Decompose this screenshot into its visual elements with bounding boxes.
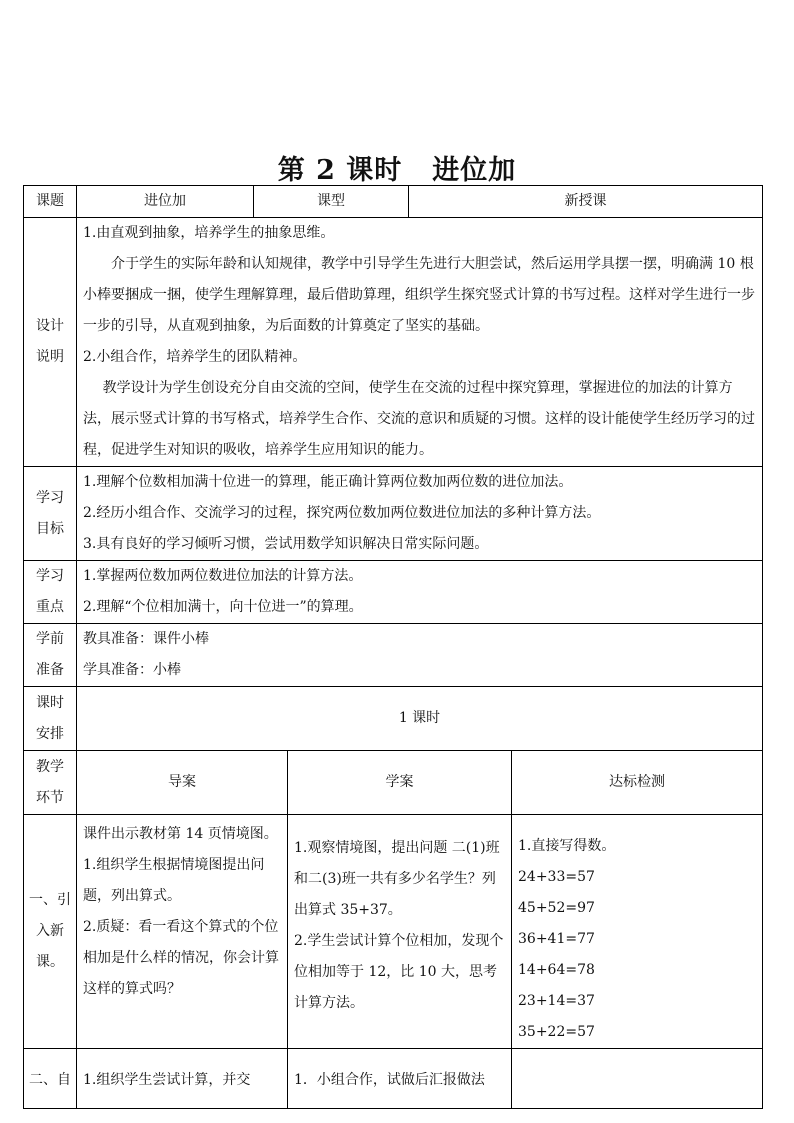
- goal-item: 2.经历小组合作、交流学习的过程，探究两位数加两位数进位加法的多种计算方法。: [83, 505, 601, 521]
- section1-study: [288, 815, 512, 1049]
- process-header-row: [24, 751, 763, 815]
- prep-label: 学前 准备: [24, 624, 77, 687]
- topic-row: [24, 186, 763, 218]
- check-item: 35+22=57: [518, 1024, 595, 1040]
- type-value: 新授课: [409, 186, 763, 218]
- section2-guide: 1.组织学生尝试计算，并交: [77, 1049, 288, 1109]
- guide-item: 1.组织学生根据情境图提出问题，列出算式。: [83, 857, 265, 904]
- goals-row: [24, 467, 763, 561]
- prep-content: [77, 624, 763, 687]
- study-header: 学案: [288, 751, 512, 815]
- page-title: 第 2 课时 进位加: [277, 155, 517, 186]
- study-item: 2.学生尝试计算个位相加，发现个位相加等于 12，比 10 大，思考计算方法。: [294, 933, 504, 1011]
- prep-teacher: 教具准备：课件小棒: [83, 631, 209, 647]
- guide-header: 导案: [77, 751, 288, 815]
- goal-item: 1.理解个位数相加满十位进一的算理，能正确计算两位数加两位数的进位加法。: [83, 474, 573, 490]
- goals-label: 学习 目标: [24, 467, 77, 561]
- check-item: 24+33=57: [518, 869, 595, 885]
- section1-row: [24, 815, 763, 1049]
- schedule-value: 1 课时: [77, 687, 763, 751]
- schedule-label: 课时 安排: [24, 687, 77, 751]
- check-title: 1.直接写得数。: [518, 838, 616, 854]
- check-item: 45+52=97: [518, 900, 595, 916]
- guide-item: 2.质疑：看一看这个算式的个位相加是什么样的情况，你会计算这样的算式吗？: [83, 919, 279, 997]
- section1-check: [512, 815, 763, 1049]
- key-item: 1.掌握两位数加两位数进位加法的计算方法。: [83, 568, 363, 584]
- lesson-plan-page: [23, 185, 762, 1088]
- section1-guide: [77, 815, 288, 1049]
- topic-value: 进位加: [77, 186, 254, 218]
- design-content: [77, 218, 763, 467]
- check-header: 达标检测: [512, 751, 763, 815]
- design-p2: 介于学生的实际年龄和认知规律，教学中引导学生先进行大胆尝试，然后运用学具摆一摆，明确满 10 根小棒要捆成一捆，使学生理解算理，最后借助算理，组织学生探究竖式计算的书写过程。这样对学生进行一步一步的引导，从直观到抽象，为后面数的计算奠定了坚实的基础。: [83, 256, 755, 334]
- check-item: 23+14=37: [518, 993, 595, 1009]
- design-p1: 1.由直观到抽象，培养学生的抽象思维。: [83, 225, 335, 241]
- key-label: 学习 重点: [24, 561, 77, 624]
- design-label: 设计 说明: [24, 218, 77, 467]
- design-row: [24, 218, 763, 467]
- section2-row: [24, 1049, 763, 1109]
- design-p4: 教学设计为学生创设充分自由交流的空间，使学生在交流的过程中探究算理，掌握进位的加法的计算方法，展示竖式计算的书写格式，培养学生合作、交流的意识和质疑的习惯。这样的设计能使学生经历学习的过程，促进学生对知识的吸收，培养学生应用知识的能力。: [83, 380, 755, 458]
- type-label: 课型: [254, 186, 409, 218]
- lesson-plan-table: [23, 185, 763, 1109]
- design-p3: 2.小组合作，培养学生的团队精神。: [83, 349, 307, 365]
- section2-label: 二、自: [24, 1049, 77, 1109]
- goals-content: [77, 467, 763, 561]
- section2-study: 1．小组合作，试做后汇报做法: [288, 1049, 512, 1109]
- check-item: 36+41=77: [518, 931, 595, 947]
- section2-check: [512, 1049, 763, 1109]
- topic-label: 课题: [24, 186, 77, 218]
- key-row: [24, 561, 763, 624]
- prep-student: 学具准备：小棒: [83, 662, 181, 678]
- guide-item: 课件出示教材第 14 页情境图。: [83, 826, 278, 842]
- prep-row: [24, 624, 763, 687]
- section1-label: 一、引 入新 课。: [24, 815, 77, 1049]
- goal-item: 3.具有良好的学习倾听习惯，尝试用数学知识解决日常实际问题。: [83, 536, 489, 552]
- study-item: 1.观察情境图，提出问题 二(1)班和二(3)班一共有多少名学生？列出算式 35+37。: [294, 840, 500, 918]
- key-item: 2.理解“个位相加满十，向十位进一”的算理。: [83, 599, 363, 615]
- key-content: [77, 561, 763, 624]
- check-item: 14+64=78: [518, 962, 595, 978]
- schedule-row: [24, 687, 763, 751]
- process-label: 教学 环节: [24, 751, 77, 815]
